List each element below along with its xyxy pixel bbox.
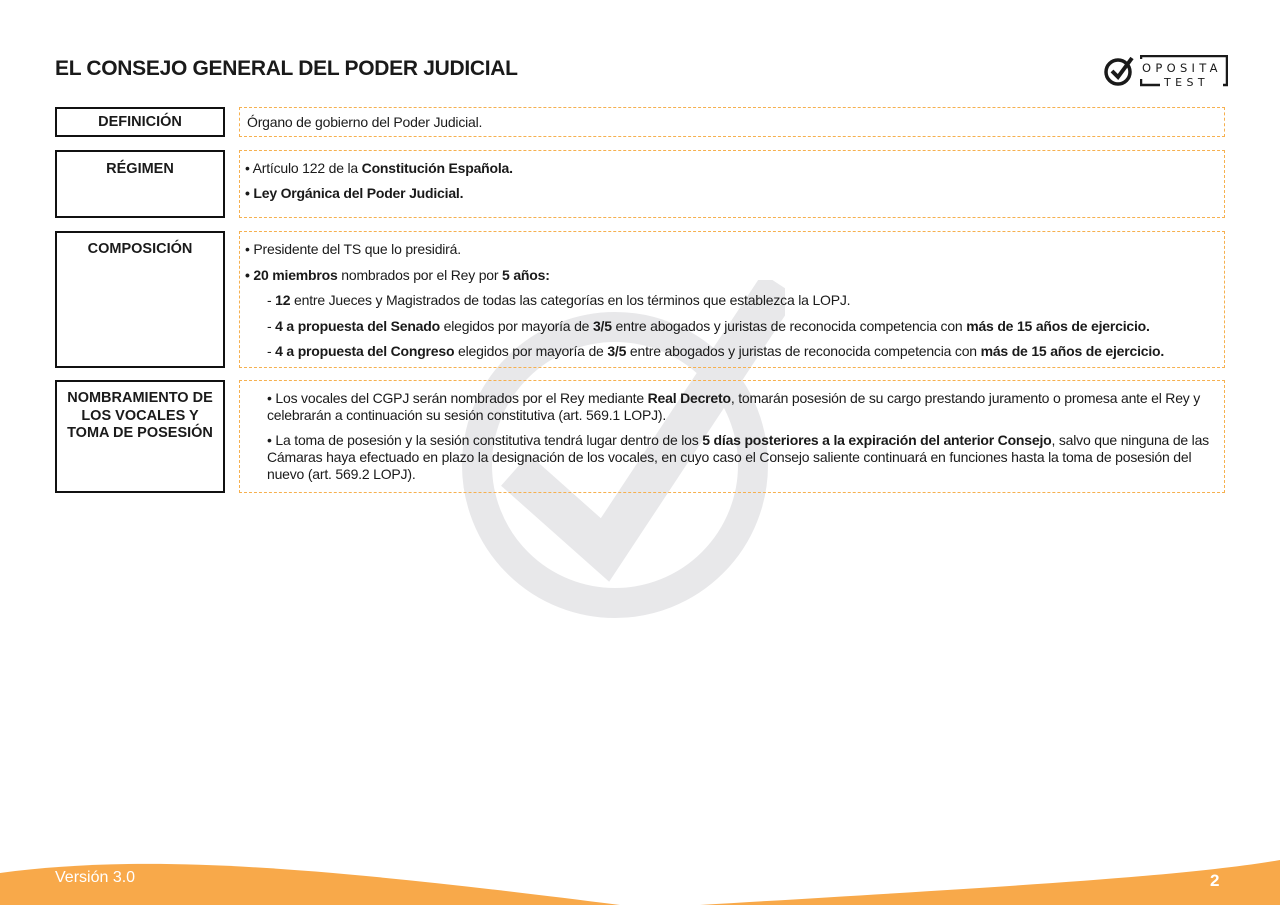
- nombramiento-paragraph-2: • La toma de posesión y la sesión constitutiva tendrá lugar dentro de los 5 días posteriores a la expiración del anterior Consejo, salvo que ninguna de las Cámaras haya efectuado en plazo la designación de los vocales, en cuyo caso el Consejo saliente continuará en funciones hasta la toma de posesión del nuevo (art. 569.2 LOPJ).: [267, 432, 1209, 482]
- label-composicion: COMPOSICIÓN: [55, 231, 225, 368]
- composicion-sub-congreso: - 4 a propuesta del Congreso elegidos por mayoría de 3/5 entre abogados y juristas de reconocida competencia con más de 15 años de ejercicio.: [267, 343, 1165, 359]
- content-regimen: [239, 150, 1225, 218]
- composicion-item-presidente: • Presidente del TS que lo presidirá.: [245, 241, 461, 257]
- version-label: Versión 3.0: [55, 869, 136, 886]
- label-definicion: DEFINICIÓN: [55, 107, 225, 137]
- composicion-sub-jueces: - 12 entre Jueces y Magistrados de todas las categorías en los términos que establezca la LOPJ.: [267, 292, 851, 308]
- composicion-item-miembros: • 20 miembros nombrados por el Rey por 5 años:: [245, 267, 550, 283]
- regimen-item-constitucion: • Artículo 122 de la Constitución Española.: [245, 160, 513, 176]
- logo-text-test: TEST: [1164, 76, 1209, 89]
- page-number: 2: [1210, 871, 1220, 890]
- content-nombramiento: [239, 380, 1225, 493]
- content-definicion: [239, 107, 1225, 137]
- definicion-text: Órgano de gobierno del Poder Judicial.: [247, 114, 483, 130]
- label-regimen: RÉGIMEN: [55, 150, 225, 218]
- label-nombramiento: NOMBRAMIENTO DE LOS VOCALES Y TOMA DE POSESIÓN: [55, 380, 225, 493]
- logo-text-oposita: OPOSITA: [1142, 61, 1222, 75]
- nombramiento-paragraph-1: • Los vocales del CGPJ serán nombrados por el Rey mediante Real Decreto, tomarán posesión de su cargo prestando juramento o promesa ante el Rey y celebrarán a continuación su sesión constitutiva (art. 569.1 LOPJ).: [267, 390, 1201, 423]
- composicion-sub-senado: - 4 a propuesta del Senado elegidos por mayoría de 3/5 entre abogados y juristas de reconocida competencia con más de 15 años de ejercicio.: [267, 318, 1150, 334]
- regimen-item-lopj: • Ley Orgánica del Poder Judicial.: [245, 185, 464, 201]
- brand-logo: [1102, 54, 1228, 90]
- content-composicion: [239, 231, 1225, 368]
- footer-wave: [0, 855, 1280, 905]
- page-title: EL CONSEJO GENERAL DEL PODER JUDICIAL: [55, 57, 518, 80]
- check-circle-icon: [1102, 54, 1138, 90]
